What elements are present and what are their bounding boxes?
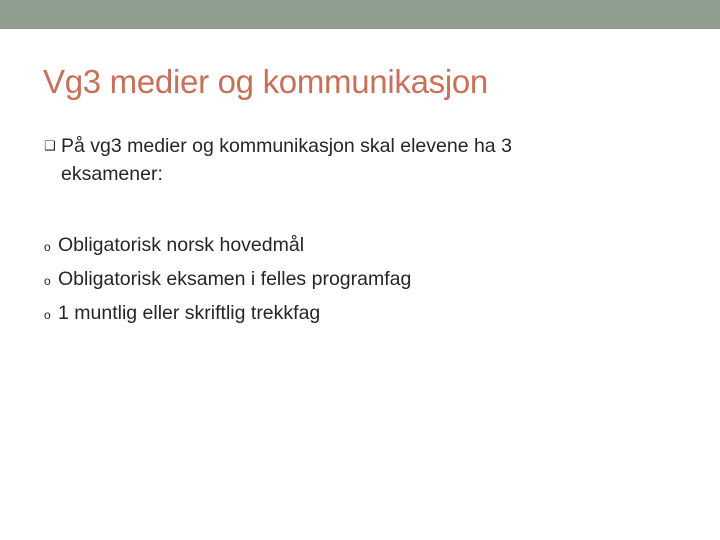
slide-title: Vg3 medier og kommunikasjon [43,63,488,100]
circle-bullet-icon: o [44,308,51,322]
intro-paragraph [44,132,604,188]
list-item-text: Obligatorisk eksamen i felles programfag [58,268,412,290]
intro-text: På vg3 medier og kommunikasjon skal elevene ha 3 eksamener: [61,135,512,185]
list-item [44,296,411,330]
top-accent-bar [0,0,720,29]
exam-list [44,228,411,330]
list-item-text: Obligatorisk norsk hovedmål [58,234,305,256]
circle-bullet-icon: o [44,240,51,254]
list-item [44,228,411,262]
list-item-text: 1 muntlig eller skriftlig trekkfag [58,302,321,324]
checkbox-bullet-icon: ❑ [44,138,56,153]
circle-bullet-icon: o [44,274,51,288]
list-item [44,262,411,296]
